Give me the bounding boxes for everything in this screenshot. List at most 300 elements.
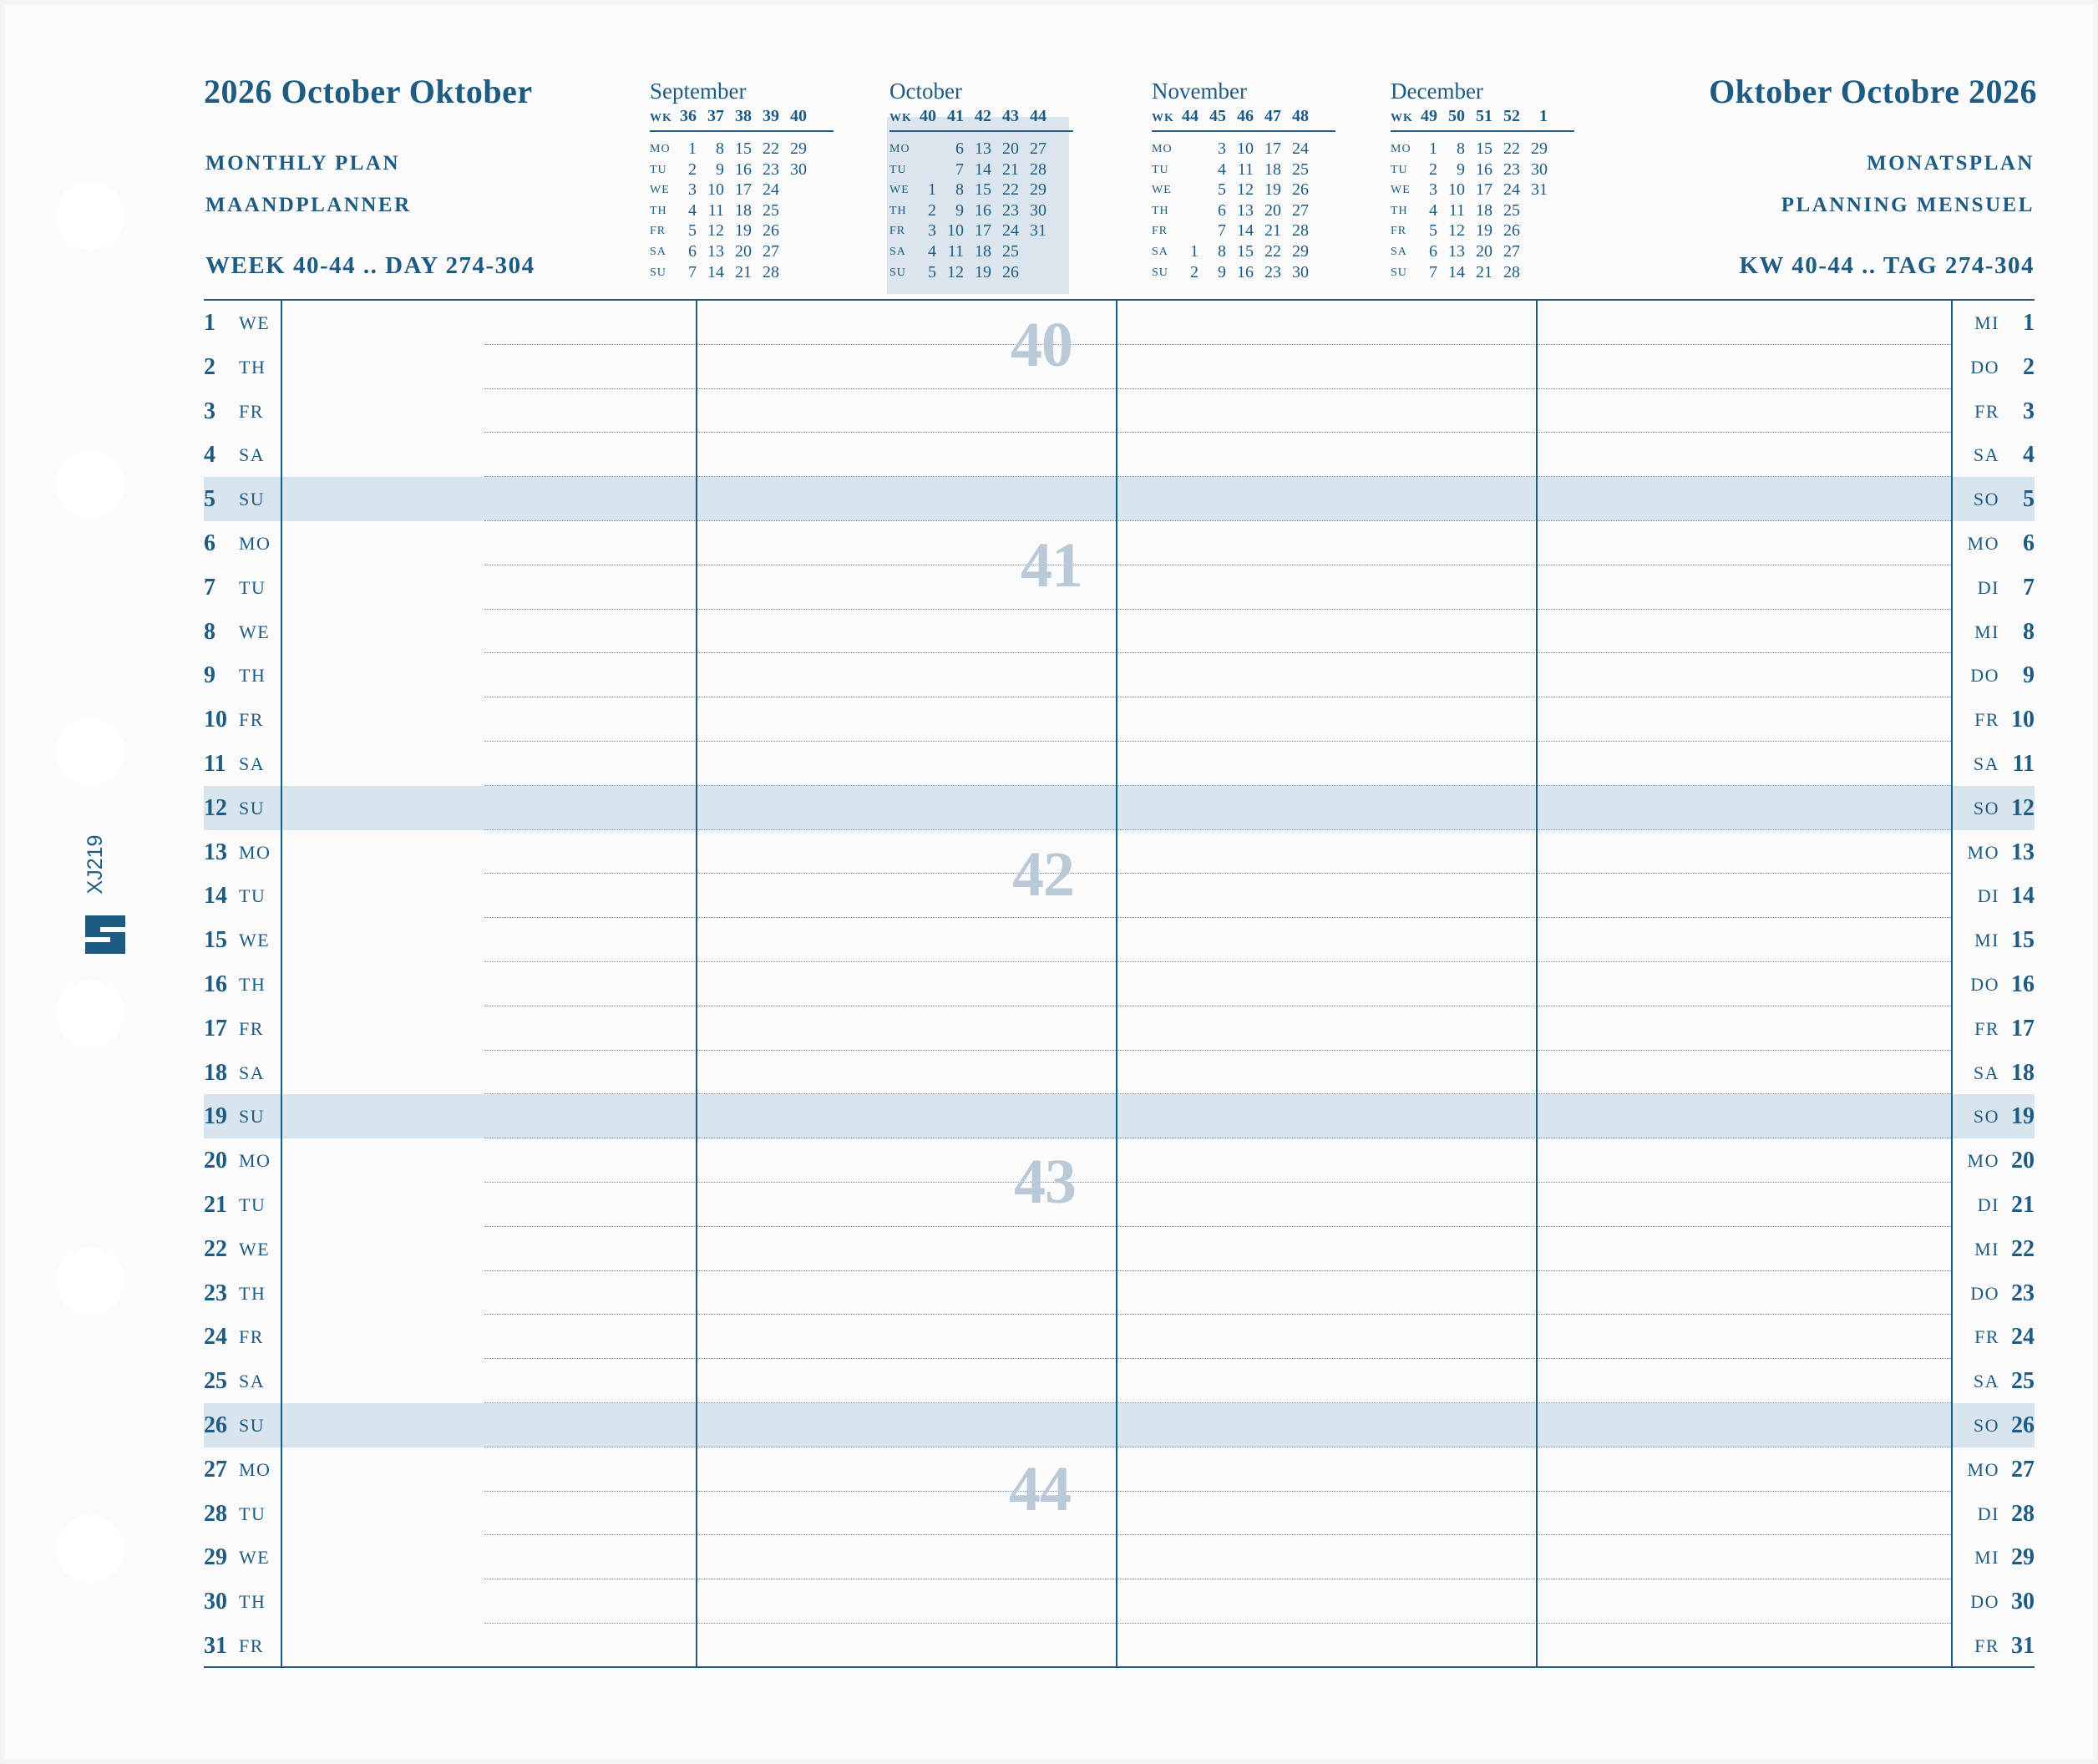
date-cell: 23	[1264, 262, 1281, 281]
day-row[interactable]	[204, 477, 2035, 521]
day-number: 28	[204, 1500, 227, 1527]
day-number-right: 19	[2011, 1103, 2035, 1130]
mini-calendar-week-row	[889, 105, 1073, 132]
mini-calendar-october	[889, 77, 1073, 283]
date-cell: 1	[688, 139, 697, 158]
wk-label: WK	[650, 112, 672, 124]
day-number-right: 13	[2011, 839, 2035, 865]
weekday-label: SA	[1391, 245, 1407, 258]
date-cell: 3	[1429, 180, 1437, 200]
mini-calendar-day-row	[1391, 221, 1574, 242]
date-cell: 6	[1429, 241, 1437, 261]
week-number: 36	[680, 107, 697, 125]
weekday-label: TH	[889, 204, 907, 217]
wk-label: WK	[1152, 112, 1174, 124]
day-number-right: 11	[2012, 751, 2035, 777]
week-number-watermark: 42	[1012, 839, 1074, 910]
weekday-label: FR	[1152, 225, 1168, 238]
week-number: 42	[975, 107, 991, 125]
date-cell: 6	[955, 139, 964, 158]
date-cell: 9	[1457, 160, 1465, 179]
day-number-right: 24	[2011, 1324, 2035, 1351]
weekday-en: FR	[239, 1326, 264, 1348]
date-cell: 2	[688, 160, 697, 179]
weekday-en: SU	[239, 1106, 266, 1128]
brand-logo-icon	[80, 910, 130, 959]
day-row[interactable]	[204, 962, 2035, 1006]
date-cell: 1	[1190, 241, 1198, 261]
day-row[interactable]	[204, 697, 2035, 742]
day-number-right: 14	[2011, 883, 2035, 910]
date-cell: 17	[1476, 180, 1492, 200]
day-number-right: 8	[2023, 618, 2035, 645]
date-cell: 9	[1218, 262, 1226, 281]
weekday-label: TU	[650, 163, 667, 176]
weekday-de: DI	[1977, 576, 1999, 598]
weekday-de: FR	[1974, 709, 1999, 731]
day-number: 3	[204, 398, 215, 424]
date-cell: 27	[1030, 139, 1046, 158]
column-divider	[281, 300, 282, 1667]
week-number: 39	[763, 107, 779, 125]
weekday-en: SA	[239, 1062, 266, 1083]
day-row[interactable]	[204, 433, 2035, 477]
date-cell: 11	[1237, 160, 1254, 179]
date-cell: 15	[1476, 139, 1492, 158]
date-cell: 16	[1476, 160, 1492, 179]
subtitle-planning-mensuel: PLANNING MENSUEL	[1781, 194, 2035, 216]
weekday-label: WE	[1152, 184, 1172, 197]
weekday-de: DO	[1970, 356, 1999, 378]
day-number: 20	[204, 1148, 227, 1174]
date-cell: 30	[1030, 200, 1046, 220]
day-number: 18	[204, 1059, 227, 1086]
mini-calendar-day-row	[889, 160, 1073, 181]
weekday-de: SA	[1973, 1371, 1999, 1392]
date-cell: 10	[1448, 180, 1465, 200]
weekday-de: FR	[1974, 1017, 1999, 1039]
date-cell: 9	[716, 160, 724, 179]
date-cell: 26	[763, 221, 779, 241]
date-cell: 2	[1429, 160, 1437, 179]
date-cell: 7	[688, 262, 697, 281]
date-cell: 31	[1531, 180, 1548, 200]
date-cell: 19	[975, 262, 991, 281]
date-cell: 12	[1448, 221, 1465, 241]
day-number: 14	[204, 883, 227, 910]
week-number-watermark: 40	[1011, 310, 1072, 380]
day-row[interactable]	[204, 1624, 2035, 1668]
weekday-en: WE	[239, 312, 271, 333]
date-cell: 30	[1531, 160, 1548, 179]
date-cell: 12	[707, 221, 724, 241]
mini-calendar-december	[1391, 77, 1574, 283]
week-number: 40	[920, 107, 936, 125]
wk-label: WK	[889, 112, 912, 124]
date-cell: 23	[1503, 160, 1520, 179]
date-cell: 8	[1457, 139, 1465, 158]
date-cell: 18	[975, 241, 991, 261]
day-number: 9	[204, 662, 215, 689]
weekday-label: MO	[1152, 143, 1173, 155]
week-number: 47	[1264, 107, 1281, 125]
weekday-de: MO	[1967, 533, 1999, 554]
day-number: 24	[204, 1324, 227, 1351]
date-cell: 3	[1218, 139, 1226, 158]
weekday-de: MO	[1967, 841, 1999, 863]
week-number: 49	[1421, 107, 1437, 125]
date-cell: 12	[1237, 180, 1254, 200]
day-number-right: 1	[2023, 310, 2035, 336]
weekday-de: DO	[1970, 1591, 1999, 1613]
weekday-en: SA	[239, 1371, 266, 1392]
weekday-de: SO	[1973, 1415, 1999, 1436]
day-row[interactable]	[204, 301, 2035, 345]
weekday-en: TU	[239, 1194, 266, 1215]
date-cell: 4	[928, 241, 936, 261]
week-number: 48	[1292, 107, 1309, 125]
day-row[interactable]	[204, 1271, 2035, 1315]
date-cell: 13	[1448, 241, 1465, 261]
mini-calendar-week-row	[1152, 105, 1335, 132]
day-number: 31	[204, 1633, 227, 1659]
day-number: 7	[204, 574, 215, 601]
day-row[interactable]	[204, 874, 2035, 918]
mini-calendar-day-row	[1152, 139, 1335, 160]
day-row[interactable]	[204, 1315, 2035, 1359]
weekday-label: WE	[650, 184, 670, 197]
weekday-de: MO	[1967, 1458, 1999, 1480]
date-cell: 11	[1448, 200, 1465, 220]
mini-calendar-day-row	[889, 221, 1073, 242]
day-number-right: 3	[2023, 398, 2035, 424]
date-cell: 10	[707, 180, 724, 200]
weekday-en: MO	[239, 1150, 271, 1172]
day-number-right: 7	[2023, 574, 2035, 601]
weekday-en: TU	[239, 576, 266, 598]
mini-calendar-month: December	[1391, 79, 1483, 104]
date-cell: 25	[1292, 160, 1309, 179]
weekday-label: MO	[1391, 143, 1411, 155]
date-cell: 24	[1292, 139, 1309, 158]
date-cell: 25	[1503, 200, 1520, 220]
weekday-de: SO	[1973, 489, 1999, 510]
weekday-label: SA	[1152, 245, 1168, 258]
day-number-right: 28	[2011, 1500, 2035, 1527]
mini-calendar-day-row	[1391, 160, 1574, 181]
date-cell: 17	[735, 180, 752, 200]
date-cell: 7	[955, 160, 964, 179]
day-number-right: 21	[2011, 1192, 2035, 1218]
mini-calendar-day-row	[1391, 201, 1574, 222]
day-row[interactable]	[204, 653, 2035, 697]
date-cell: 24	[763, 180, 779, 200]
weekday-en: TH	[239, 356, 266, 378]
mini-calendar-month: September	[650, 79, 747, 104]
weekday-label: TH	[1391, 204, 1408, 217]
day-row[interactable]	[204, 1138, 2035, 1183]
mini-calendar-day-row	[650, 242, 834, 263]
day-number: 10	[204, 707, 227, 733]
mini-calendar-day-row	[889, 201, 1073, 222]
day-row[interactable]	[204, 1535, 2035, 1579]
weekday-en: SU	[239, 489, 266, 510]
day-number-right: 23	[2011, 1280, 2035, 1306]
day-row[interactable]	[204, 786, 2035, 830]
week-number: 41	[947, 107, 964, 125]
weekday-de: DI	[1977, 1503, 1999, 1524]
punch-hole	[55, 449, 125, 520]
weekday-de: MI	[1974, 930, 1999, 951]
day-number-right: 31	[2011, 1633, 2035, 1659]
date-cell: 17	[1264, 139, 1281, 158]
week-number: 46	[1237, 107, 1254, 125]
day-number: 5	[204, 486, 215, 513]
weekday-en: WE	[239, 930, 271, 951]
date-cell: 15	[1237, 241, 1254, 261]
weekday-label: SU	[650, 266, 666, 279]
day-number: 17	[204, 1015, 227, 1042]
weekday-de: DI	[1977, 885, 1999, 907]
week-number: 52	[1503, 107, 1520, 125]
weekday-en: FR	[239, 1635, 264, 1656]
mini-calendar-month: November	[1152, 79, 1247, 104]
mini-calendar-september	[650, 77, 834, 283]
mini-calendar-day-row	[1391, 180, 1574, 201]
day-row[interactable]	[204, 345, 2035, 389]
day-number: 29	[204, 1544, 227, 1571]
weekday-label: FR	[650, 225, 666, 238]
mini-calendar-day-row	[889, 180, 1073, 201]
day-row[interactable]	[204, 565, 2035, 610]
date-cell: 8	[1218, 241, 1226, 261]
weekday-en: FR	[239, 709, 264, 731]
weekday-de: SO	[1973, 1106, 1999, 1128]
week-number: 50	[1448, 107, 1465, 125]
week-number: 38	[735, 107, 752, 125]
weekday-label: SA	[650, 245, 666, 258]
weekday-label: FR	[1391, 225, 1407, 238]
day-number: 6	[204, 530, 215, 556]
mini-calendar-day-row	[1391, 139, 1574, 160]
day-row[interactable]	[204, 1227, 2035, 1271]
mini-calendar-day-row	[1391, 263, 1574, 284]
date-cell: 31	[1030, 221, 1046, 241]
punch-hole	[55, 717, 125, 787]
date-cell: 18	[1264, 160, 1281, 179]
weekday-en: TH	[239, 974, 266, 995]
date-cell: 22	[763, 139, 779, 158]
date-cell: 24	[1503, 180, 1520, 200]
day-number-right: 29	[2011, 1544, 2035, 1571]
subtitle-monatsplan: MONATSPLAN	[1867, 152, 2035, 175]
day-row[interactable]	[204, 1492, 2035, 1536]
weekday-label: MO	[650, 143, 671, 155]
day-row[interactable]	[204, 1006, 2035, 1051]
day-row[interactable]	[204, 1183, 2035, 1227]
date-cell: 23	[1002, 200, 1019, 220]
day-number-right: 4	[2023, 442, 2035, 469]
day-row[interactable]	[204, 1403, 2035, 1447]
date-cell: 29	[1292, 241, 1309, 261]
date-cell: 3	[928, 221, 936, 241]
mini-calendar-day-row	[1152, 160, 1335, 181]
day-number: 11	[204, 751, 226, 777]
weekday-en: SA	[239, 444, 266, 466]
weekday-label: TU	[1152, 163, 1169, 176]
date-cell: 27	[1503, 241, 1520, 261]
date-cell: 16	[975, 200, 991, 220]
date-cell: 27	[1292, 200, 1309, 220]
day-number-right: 16	[2011, 971, 2035, 997]
day-number: 27	[204, 1456, 227, 1483]
day-number-right: 15	[2011, 927, 2035, 954]
weekday-en: FR	[239, 1017, 264, 1039]
date-cell: 1	[1429, 139, 1437, 158]
day-number-right: 22	[2011, 1235, 2035, 1262]
date-cell: 28	[763, 262, 779, 281]
weekday-label: SU	[1391, 266, 1407, 279]
date-cell: 13	[975, 139, 991, 158]
day-row[interactable]	[204, 1447, 2035, 1492]
date-cell: 21	[1002, 160, 1019, 179]
date-cell: 4	[1429, 200, 1437, 220]
weekday-label: TH	[1152, 204, 1169, 217]
weekday-label: TU	[1391, 163, 1408, 176]
day-number: 15	[204, 927, 227, 954]
day-number-right: 12	[2011, 794, 2035, 821]
date-cell: 3	[688, 180, 697, 200]
day-row[interactable]	[204, 389, 2035, 433]
day-row[interactable]	[204, 918, 2035, 962]
wk-label: WK	[1391, 112, 1413, 124]
date-cell: 16	[735, 160, 752, 179]
mini-calendar-month: October	[889, 79, 962, 104]
weekday-en: SA	[239, 753, 266, 774]
day-row[interactable]	[204, 830, 2035, 874]
date-cell: 2	[1190, 262, 1198, 281]
day-number: 4	[204, 442, 215, 469]
weekday-de: MO	[1967, 1150, 1999, 1172]
weekday-de: MI	[1974, 1547, 1999, 1569]
week-number: 1	[1539, 107, 1548, 125]
day-number-right: 6	[2023, 530, 2035, 556]
day-row[interactable]	[204, 610, 2035, 654]
subtitle-maandplanner: MAANDPLANNER	[205, 194, 412, 216]
mini-calendar-day-row	[650, 263, 834, 284]
date-cell: 4	[1218, 160, 1226, 179]
weekday-label: FR	[889, 225, 906, 238]
day-number-right: 18	[2011, 1059, 2035, 1086]
date-cell: 29	[790, 139, 807, 158]
weekday-de: FR	[1974, 1635, 1999, 1656]
mini-calendar-day-row	[889, 263, 1073, 284]
weekday-en: TU	[239, 1503, 266, 1524]
date-cell: 24	[1002, 221, 1019, 241]
date-cell: 20	[1002, 139, 1019, 158]
date-cell: 22	[1264, 241, 1281, 261]
weekday-label: SA	[889, 245, 906, 258]
weekday-de: MI	[1974, 1238, 1999, 1260]
date-cell: 5	[928, 262, 936, 281]
date-cell: 17	[975, 221, 991, 241]
page-title-left: 2026 October Oktober	[204, 73, 533, 110]
date-cell: 25	[1002, 241, 1019, 261]
date-cell: 4	[688, 200, 697, 220]
day-number: 19	[204, 1103, 227, 1130]
punch-hole	[55, 180, 125, 251]
weekday-de: DO	[1970, 974, 1999, 995]
day-row[interactable]	[204, 521, 2035, 565]
date-cell: 15	[735, 139, 752, 158]
mini-calendar-week-row	[650, 105, 834, 132]
mini-calendar-november	[1152, 77, 1335, 283]
week-range-left: WEEK 40-44 .. DAY 274-304	[205, 252, 535, 279]
date-cell: 15	[975, 180, 991, 200]
day-row[interactable]	[204, 1094, 2035, 1138]
day-number-right: 26	[2011, 1412, 2035, 1438]
date-cell: 5	[688, 221, 697, 241]
day-number-right: 2	[2023, 353, 2035, 380]
column-divider	[1116, 300, 1117, 1667]
day-number-right: 30	[2011, 1589, 2035, 1615]
weekday-en: WE	[239, 1238, 271, 1260]
weekday-en: SU	[239, 797, 266, 819]
date-cell: 30	[790, 160, 807, 179]
week-number: 37	[707, 107, 724, 125]
day-number: 8	[204, 618, 215, 645]
day-number: 26	[204, 1412, 227, 1438]
punch-hole	[55, 1246, 125, 1316]
mini-calendar-day-row	[889, 242, 1073, 263]
day-row[interactable]	[204, 742, 2035, 786]
mini-calendar-day-row	[650, 180, 834, 201]
day-number-right: 25	[2011, 1368, 2035, 1395]
day-number: 13	[204, 839, 227, 865]
day-row[interactable]	[204, 1051, 2035, 1095]
date-cell: 21	[1264, 221, 1281, 241]
date-cell: 18	[735, 200, 752, 220]
day-number: 22	[204, 1235, 227, 1262]
mini-calendar-day-row	[1152, 201, 1335, 222]
column-divider	[696, 300, 697, 1667]
mini-calendar-day-row	[1152, 221, 1335, 242]
mini-calendar-day-row	[889, 139, 1073, 160]
date-cell: 13	[1237, 200, 1254, 220]
date-cell: 27	[763, 241, 779, 261]
date-cell: 25	[763, 200, 779, 220]
date-cell: 22	[1503, 139, 1520, 158]
day-number-right: 9	[2023, 662, 2035, 689]
weekday-de: DO	[1970, 1282, 1999, 1304]
day-number-right: 27	[2011, 1456, 2035, 1483]
weekday-label: SU	[1152, 266, 1168, 279]
date-cell: 20	[735, 241, 752, 261]
day-number-right: 17	[2011, 1015, 2035, 1042]
day-row[interactable]	[204, 1579, 2035, 1624]
week-number: 44	[1030, 107, 1046, 125]
weekday-de: DO	[1970, 665, 1999, 687]
date-cell: 7	[1218, 221, 1226, 241]
day-row[interactable]	[204, 1359, 2035, 1403]
date-cell: 28	[1030, 160, 1046, 179]
mini-calendar-day-row	[650, 201, 834, 222]
date-cell: 21	[1476, 262, 1492, 281]
week-number: 45	[1209, 107, 1226, 125]
day-number-right: 20	[2011, 1148, 2035, 1174]
day-number: 23	[204, 1280, 227, 1306]
weekday-en: TU	[239, 885, 266, 907]
